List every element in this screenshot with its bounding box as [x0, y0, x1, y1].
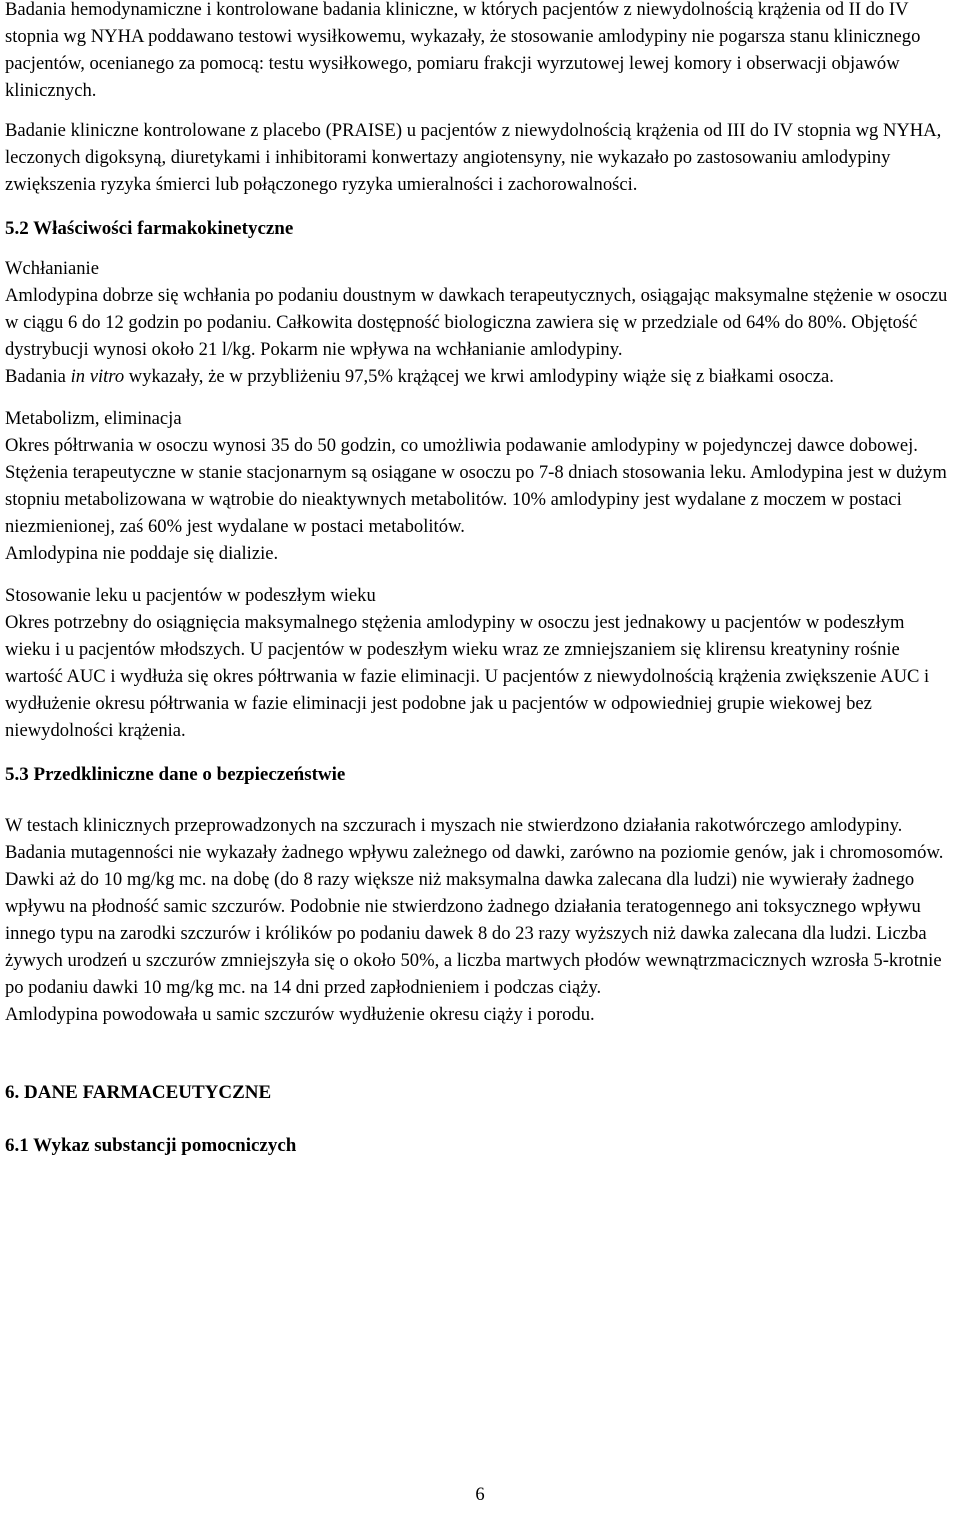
- tests-paragraph: W testach klinicznych przeprowadzonych na szczurach i myszach nie stwierdzono działania rakotwórczego amlodypiny. Badania mutagenności nie wykazały żadnego wpływu zależnego od dawki, zarówno na poziomie genów, jak i chromosomów.: [5, 815, 944, 863]
- elderly-label: Stosowanie leku u pacjentów w podeszłym wieku: [5, 585, 376, 606]
- section-6-heading: 6. DANE FARMACEUTYCZNE: [5, 1082, 272, 1103]
- absorption-paragraph: Amlodypina dobrze się wchłania po podaniu doustnym w dawkach terapeutycznych, osiągając maksymalne stężenie w osoczu w ciągu 6 do 12 godzin po podaniu. Całkowita dostępność biologiczna zawiera się w przedziale od 64% do 80%. Objętość dystrybucji wynosi około 21 l/kg. Pokarm nie wpływa na wchłanianie amlodypiny.: [5, 285, 948, 360]
- section-6-1-heading: 6.1 Wykaz substancji pomocniczych: [5, 1135, 297, 1156]
- section-5-2-heading: 5.2 Właściwości farmakokinetyczne: [5, 218, 294, 239]
- invitro-paragraph: [5, 363, 953, 390]
- invitro-text-after: wykazały, że w przybliżeniu 97,5% krążącej we krwi amlodypiny wiąże się z białkami osocza.: [124, 366, 834, 387]
- hemodynamic-paragraph: Badania hemodynamiczne i kontrolowane badania kliniczne, w których pacjentów z niewydolnością krążenia od II do IV stopnia wg NYHA poddawano testowi wysiłkowemu, wykazały, że stosowanie amlodypiny nie pogarsza stanu klinicznego pacjentów, ocenianego za pomocą: testu wysiłkowego, pomiaru frakcji wyrzutowej lewej komory i obserwacji objawów klinicznych.: [5, 0, 921, 101]
- invitro-italic-term: in vitro: [70, 366, 125, 387]
- document-page: [5, 0, 953, 1159]
- elderly-paragraph: Okres potrzebny do osiągnięcia maksymalnego stężenia amlodypiny w osoczu jest jednakowy u pacjentów w podeszłym wieku i u pacjentów młodszych. U pacjentów w podeszłym wieku wraz ze zmniejszaniem się klirensu kreatyniny rośnie wartość AUC i wydłuża się okres półtrwania w fazie eliminacji. U pacjentów z niewydolnością krążenia zwiększenie AUC i wydłużenie okresu półtrwania w fazie eliminacji jest podobne jak u pacjentów w odpowiedniej grupie wiekowej bez niewydolności krążenia.: [5, 612, 930, 741]
- invitro-text-before: Badania: [5, 366, 71, 387]
- metabolism-paragraph: Okres półtrwania w osoczu wynosi 35 do 50 godzin, co umożliwia podawanie amlodypiny w pojedynczej dawce dobowej. Stężenia terapeutyczne w stanie stacjonarnym są osiągane w osoczu po 7-8 dniach stosowania leku. Amlodypina jest w dużym stopniu metabolizowana w wątrobie do nieaktywnych metabolitów. 10% amlodypiny jest wydalane z moczem w postaci niezmienionej, zaś 60% jest wydalane w postaci metabolitów.: [5, 435, 947, 537]
- pregnancy-paragraph: Amlodypina powodowała u samic szczurów wydłużenie okresu ciąży i porodu.: [5, 1004, 595, 1025]
- section-5-3-heading: 5.3 Przedkliniczne dane o bezpieczeństwie: [5, 764, 346, 785]
- absorption-label: Wchłanianie: [5, 258, 99, 279]
- praise-paragraph: Badanie kliniczne kontrolowane z placebo (PRAISE) u pacjentów z niewydolnością krążenia od III do IV stopnia wg NYHA, leczonych digoksyną, diuretykami i inhibitorami konwertazy angiotensyny, nie wykazało po zastosowaniu amlodypiny zwiększenia ryzyka śmierci lub połączonego ryzyka umieralności i zachorowalności.: [5, 120, 942, 195]
- dialysis-paragraph: Amlodypina nie poddaje się dializie.: [5, 543, 279, 564]
- metabolism-label: Metabolizm, eliminacja: [5, 408, 182, 429]
- page-number: 6: [475, 1484, 485, 1505]
- doses-paragraph: Dawki aż do 10 mg/kg mc. na dobę (do 8 razy większe niż maksymalna dawka zalecana dla ludzi) nie wywierały żadnego wpływu na płodność samic szczurów. Podobnie nie stwierdzono żadnego działania teratogennego ani toksycznego wpływu innego typu na zarodki szczurów i królików po podaniu dawek 8 do 23 razy wyższych niż dawka zalecana dla ludzi. Liczba żywych urodzeń u szczurów zmniejszyła się o około 50%, a liczba martwych płodów wewnątrzmacicznych wzrosła 5-krotnie po podaniu dawki 10 mg/kg mc. na 14 dni przed zapłodnieniem i podczas ciąży.: [5, 869, 942, 998]
